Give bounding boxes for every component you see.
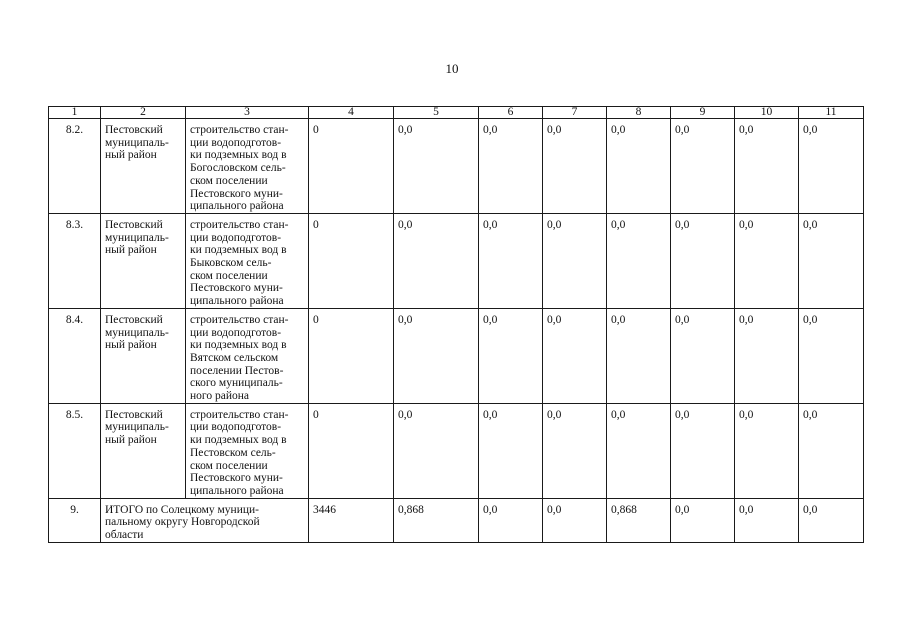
district-line: муниципаль- — [105, 421, 169, 434]
value-cell: 0,0 — [394, 308, 479, 403]
column-header: 6 — [479, 107, 543, 119]
value-cell: 0,0 — [735, 403, 799, 498]
description-line: ки подземных вод в — [190, 244, 287, 257]
value-cell: 0,0 — [543, 213, 607, 308]
value-cell: 0,0 — [543, 403, 607, 498]
value-cell: 0,0 — [607, 403, 671, 498]
description-line: Пестовского муни- — [190, 282, 283, 295]
district-line: муниципаль- — [105, 231, 169, 244]
description-line: строительство стан- — [190, 124, 289, 136]
description-line: ции водоподготов- — [190, 326, 282, 339]
total-label-line: ИТОГО по Солецкому муници- — [105, 503, 259, 516]
column-header: 2 — [101, 107, 186, 119]
data-table — [48, 106, 864, 543]
total-value-cell: 0,0 — [799, 498, 864, 542]
column-header: 11 — [799, 107, 864, 119]
value-cell: 0,0 — [735, 308, 799, 403]
table-row — [49, 119, 864, 214]
district-line: Пестовский — [105, 408, 163, 421]
description-line: ции водоподготов- — [190, 421, 282, 434]
total-value-cell: 3446 — [309, 498, 394, 542]
description-line: Пестовском сель- — [190, 446, 276, 459]
value-cell: 0,0 — [394, 213, 479, 308]
value-cell: 0,0 — [671, 308, 735, 403]
column-header: 4 — [309, 107, 394, 119]
total-value-cell: 0,0 — [735, 498, 799, 542]
description-line: поселении Пестов- — [190, 364, 284, 377]
total-value-cell: 0,0 — [543, 498, 607, 542]
value-cell: 0,0 — [671, 403, 735, 498]
description-line: строительство стан- — [190, 218, 289, 231]
row-number-cell: 8.2. — [49, 119, 101, 214]
description-line: Богословском сель- — [190, 162, 286, 175]
description-line: ципального района — [190, 200, 284, 213]
column-header: 5 — [394, 107, 479, 119]
value-cell: 0,0 — [799, 308, 864, 403]
value-cell: 0,0 — [607, 308, 671, 403]
district-line: ный район — [105, 149, 157, 162]
value-cell: 0,0 — [735, 119, 799, 214]
value-cell: 0,0 — [479, 213, 543, 308]
description-cell — [186, 119, 309, 214]
value-cell: 0 — [309, 403, 394, 498]
district-line: муниципаль- — [105, 326, 169, 339]
total-label-cell — [101, 498, 309, 542]
district-cell — [101, 213, 186, 308]
description-line: Вятском сельском — [190, 351, 279, 364]
value-cell: 0,0 — [479, 119, 543, 214]
district-cell — [101, 119, 186, 214]
district-line: Пестовский — [105, 124, 163, 136]
value-cell: 0 — [309, 119, 394, 214]
value-cell: 0,0 — [671, 119, 735, 214]
table-body — [49, 107, 864, 543]
total-value-cell: 0,0 — [479, 498, 543, 542]
total-value-cell: 0,868 — [394, 498, 479, 542]
description-line: ции водоподготов- — [190, 136, 282, 149]
description-line: ском поселении — [190, 174, 268, 187]
description-line: ки подземных вод в — [190, 149, 287, 162]
description-line: строительство стан- — [190, 313, 289, 326]
value-cell: 0,0 — [394, 119, 479, 214]
description-line: Пестовского муни- — [190, 187, 283, 200]
table-row — [49, 403, 864, 498]
value-cell: 0,0 — [394, 403, 479, 498]
district-cell — [101, 308, 186, 403]
row-number-cell: 8.5. — [49, 403, 101, 498]
description-line: ки подземных вод в — [190, 434, 287, 447]
value-cell: 0,0 — [735, 213, 799, 308]
district-line: Пестовский — [105, 218, 163, 231]
total-label-line: пальному округу Новгородской — [105, 516, 260, 529]
column-header: 10 — [735, 107, 799, 119]
district-line: ный район — [105, 244, 157, 257]
table-row — [49, 308, 864, 403]
total-value-cell: 0,868 — [607, 498, 671, 542]
description-cell — [186, 308, 309, 403]
description-line: Быковском сель- — [190, 257, 272, 270]
page-number: 10 — [445, 61, 459, 76]
description-cell — [186, 403, 309, 498]
row-number-cell: 9. — [49, 498, 101, 542]
column-number-row — [49, 107, 864, 119]
description-line: ского муниципаль- — [190, 377, 283, 390]
column-header: 9 — [671, 107, 735, 119]
column-header: 3 — [186, 107, 309, 119]
value-cell: 0,0 — [607, 213, 671, 308]
value-cell: 0,0 — [479, 403, 543, 498]
description-line: ципального района — [190, 484, 284, 497]
value-cell: 0,0 — [543, 119, 607, 214]
description-cell — [186, 213, 309, 308]
description-line: строительство стан- — [190, 408, 289, 421]
value-cell: 0,0 — [543, 308, 607, 403]
column-header: 7 — [543, 107, 607, 119]
description-line: ки подземных вод в — [190, 339, 287, 352]
row-number-cell: 8.4. — [49, 308, 101, 403]
description-line: ного района — [190, 390, 249, 403]
value-cell: 0,0 — [479, 308, 543, 403]
description-line: ции водоподготов- — [190, 231, 282, 244]
district-line: ный район — [105, 434, 157, 447]
column-header: 1 — [49, 107, 101, 119]
value-cell: 0 — [309, 213, 394, 308]
value-cell: 0,0 — [799, 403, 864, 498]
value-cell: 0,0 — [671, 213, 735, 308]
column-header: 8 — [607, 107, 671, 119]
total-value-cell: 0,0 — [671, 498, 735, 542]
value-cell: 0 — [309, 308, 394, 403]
total-row — [49, 498, 864, 542]
table-row — [49, 213, 864, 308]
description-line: Пестовского муни- — [190, 472, 283, 485]
value-cell: 0,0 — [607, 119, 671, 214]
district-line: муниципаль- — [105, 136, 169, 149]
description-line: ском поселении — [190, 269, 268, 282]
row-number-cell: 8.3. — [49, 213, 101, 308]
description-line: ципального района — [190, 295, 284, 308]
value-cell: 0,0 — [799, 119, 864, 214]
total-label-line: области — [105, 529, 144, 542]
district-line: Пестовский — [105, 313, 163, 326]
district-cell — [101, 403, 186, 498]
description-line: ском поселении — [190, 459, 268, 472]
district-line: ный район — [105, 339, 157, 352]
value-cell: 0,0 — [799, 213, 864, 308]
